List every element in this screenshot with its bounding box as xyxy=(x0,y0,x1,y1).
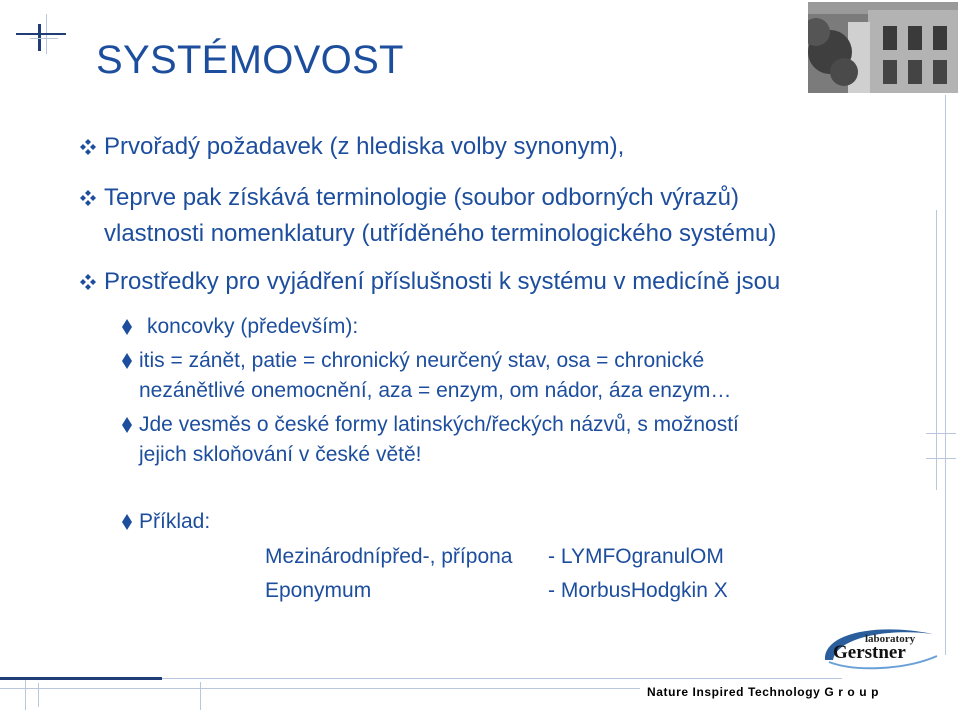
diamond-cluster-icon xyxy=(78,129,98,176)
diamond-icon xyxy=(120,507,134,546)
bullet-item xyxy=(78,129,625,165)
example-row-left: Eponymum xyxy=(265,579,372,602)
decor-line xyxy=(926,458,956,459)
example-row-right: - LYMFOgranulOM xyxy=(548,545,724,568)
bullet-item xyxy=(78,264,781,300)
svg-text:laboratory: laboratory xyxy=(865,633,916,645)
subbullet-text-continued: jejich skloňování v české větě! xyxy=(139,443,422,466)
svg-text:Gerstner: Gerstner xyxy=(833,642,906,663)
bullet-text: Prvořadý požadavek (z hlediska volby synonym), xyxy=(104,133,625,160)
subbullet-item xyxy=(120,410,739,470)
subbullet-text-continued: nezánětlivé onemocnění, aza = enzym, om nádor, áza enzym… xyxy=(139,379,732,402)
slide-title: SYSTÉMOVOST xyxy=(96,38,404,82)
gerstner-logo xyxy=(815,620,943,675)
decor-line xyxy=(162,678,842,679)
example-row-right: - MorbusHodgkin X xyxy=(548,579,728,602)
subbullet-item xyxy=(120,312,359,342)
example-row-left: Mezinárodnípřed-, přípona xyxy=(265,545,513,568)
bullet-item xyxy=(78,180,777,252)
decor-line xyxy=(936,210,937,490)
diamond-icon xyxy=(120,346,134,385)
decor-line xyxy=(30,38,58,39)
diamond-icon xyxy=(120,410,134,449)
decor-line xyxy=(25,680,26,710)
decor-line xyxy=(945,95,946,655)
footer-text: Nature Inspired Technology G r o u p xyxy=(647,685,880,699)
subbullet-text: koncovky (především): xyxy=(147,315,359,338)
diamond-cluster-icon xyxy=(78,180,98,227)
decor-line xyxy=(38,683,39,707)
bullet-text: Prostředky pro vyjádření příslušnosti k systému v medicíně jsou xyxy=(104,268,781,295)
bullet-text-continued: vlastnosti nomenklatury (utříděného terminologického systému) xyxy=(104,220,777,247)
decor-line xyxy=(926,433,956,434)
example-label: Příklad: xyxy=(139,510,211,533)
subbullet-text: Jde vesměs o české formy latinských/řeckých názvů, s možností xyxy=(139,413,739,436)
bullet-text: Teprve pak získává terminologie (soubor odborných výrazů) xyxy=(104,184,739,211)
decor-line xyxy=(200,682,201,710)
diamond-cluster-icon xyxy=(78,264,98,311)
decor-line xyxy=(16,33,66,35)
building-photo xyxy=(808,2,958,93)
subbullet-text: itis = zánět, patie = chronický neurčený stav, osa = chronické xyxy=(139,349,705,372)
decor-line xyxy=(0,688,640,689)
example-item xyxy=(120,507,211,537)
subbullet-item xyxy=(120,346,732,406)
